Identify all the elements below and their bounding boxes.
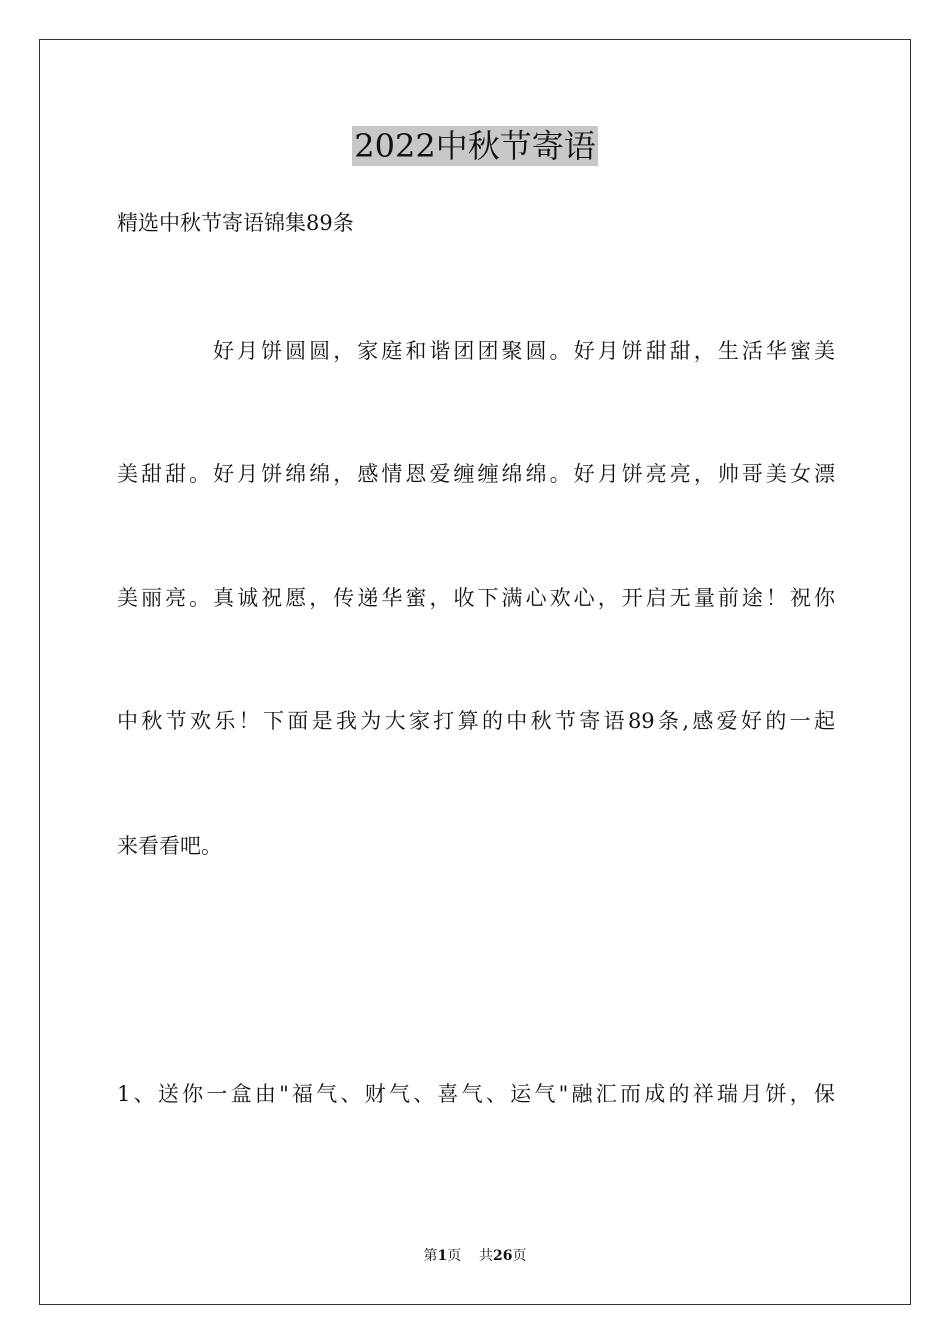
footer-page-current: 1 xyxy=(437,1248,448,1264)
title-wrap xyxy=(0,126,950,166)
paragraph-line: 好月饼圆圆，家庭和谐团团聚圆。好月饼甜甜，生活华蜜美 xyxy=(213,339,835,363)
document-title: 2022中秋节寄语 xyxy=(354,127,596,165)
paragraph-line: 美丽亮。真诚祝愿，传递华蜜，收下满心欢心，开启无量前途！祝你 xyxy=(117,586,835,610)
page-footer xyxy=(0,1246,950,1266)
paragraph-line: 来看看吧。 xyxy=(117,834,222,858)
paragraph-line: 美甜甜。好月饼绵绵，感情恩爱缠缠绵绵。好月饼亮亮，帅哥美女漂 xyxy=(117,462,835,486)
paragraph-line: 中秋节欢乐！下面是我为大家打算的中秋节寄语89条,感爱好的一起 xyxy=(117,709,835,733)
footer-page-total: 26 xyxy=(493,1248,513,1264)
footer-page-mid: 页 共 xyxy=(447,1248,494,1264)
document-subtitle: 精选中秋节寄语锦集89条 xyxy=(117,211,354,235)
footer-page-prefix: 第 xyxy=(423,1248,438,1264)
footer-page-suffix: 页 xyxy=(512,1248,527,1264)
list-item-line: 1、送你一盒由"福气、财气、喜气、运气"融汇而成的祥瑞月饼，保 xyxy=(117,1082,835,1106)
